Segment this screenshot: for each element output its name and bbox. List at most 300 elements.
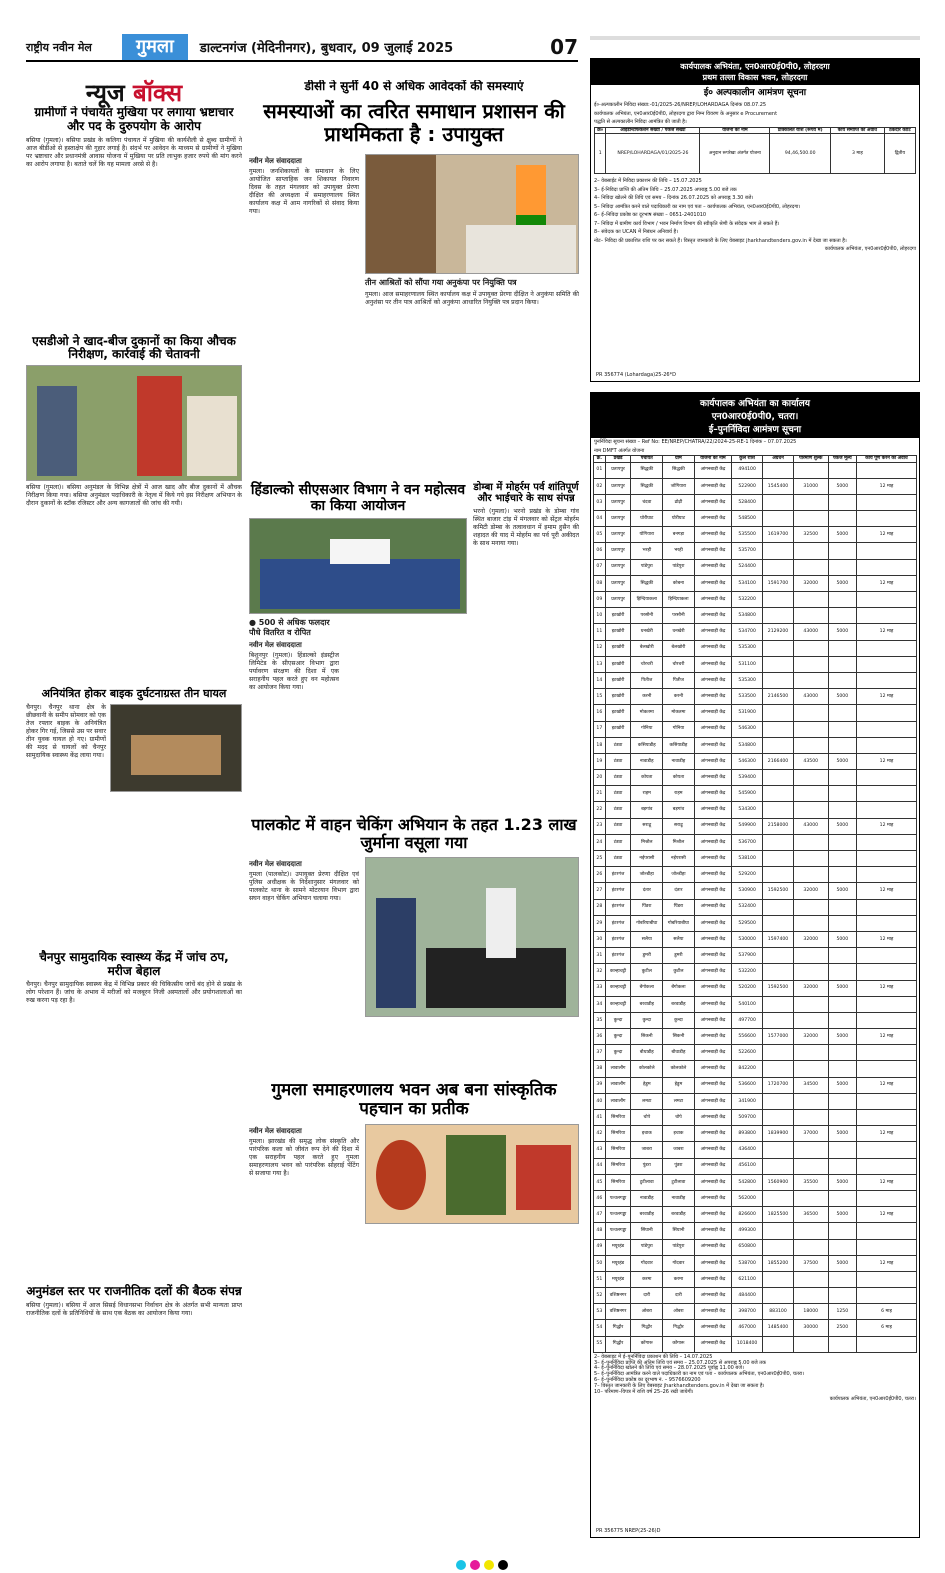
- table-cell: 12 माह: [857, 931, 917, 947]
- table-row: [594, 624, 917, 640]
- table-cell: जोल्डीहा: [663, 867, 695, 883]
- table-cell: आंगनबाड़ी केंद्र: [694, 737, 731, 753]
- table-cell: टुटीलावा: [631, 1174, 663, 1190]
- table-cell: 5000: [828, 931, 857, 947]
- table-cell: [763, 656, 794, 672]
- table-cell: धनखेरी: [663, 624, 695, 640]
- table-cell: [828, 1190, 857, 1206]
- table-cell: बेंगोकला: [631, 980, 663, 996]
- table-cell: अनुदान रूपरेखा अंतर्गत योजना: [700, 134, 770, 174]
- table-cell: 1839900: [763, 1126, 794, 1142]
- table-row: [594, 1093, 917, 1109]
- table-cell: 1545400: [763, 478, 794, 494]
- table-cell: बड़गांव: [631, 802, 663, 818]
- table-row: [594, 640, 917, 656]
- photo: [110, 704, 242, 792]
- table-cell: 398700: [732, 1304, 763, 1320]
- table-cell: कोलकोले: [631, 1061, 663, 1077]
- table-cell: आंगनबाड़ी केंद्र: [694, 1223, 731, 1239]
- table-cell: 2500: [828, 1320, 857, 1336]
- table-cell: 12 माह: [857, 1207, 917, 1223]
- tender-note: 2– वेबसाईट में निविदा प्रकाशन की तिथि – 15.07.2025: [594, 178, 702, 185]
- table-cell: मिश्रौल: [663, 834, 695, 850]
- table-cell: 38: [594, 1061, 606, 1077]
- table-cell: 5000: [828, 527, 857, 543]
- table-header: कुल राशि: [732, 456, 763, 463]
- table-row: [594, 996, 917, 1012]
- table-row: [594, 899, 917, 915]
- table-cell: आंगनबाड़ी केंद्र: [694, 592, 731, 608]
- table-cell: प्रतापपुर: [605, 462, 631, 478]
- table-cell: 534300: [732, 802, 763, 818]
- table-cell: प्रतापपुर: [605, 478, 631, 494]
- tender-footnote: नोट– निविदा की प्रकाशित राशि पर कर सकते हैं। विस्तृत जानकारी के लिए वेबसाइट jharkhandtenders.gov.in में देखा जा सकता है।: [594, 237, 847, 244]
- headline: ग्रामीणों ने पंचायत मुखिया पर लगाया भ्रष्टाचार और पद के दुरुपयोग के आरोप: [34, 106, 234, 133]
- table-cell: [828, 559, 857, 575]
- tender-title: ई० अल्पकालीन आमंत्रण सूचना: [703, 88, 807, 98]
- table-cell: आंगनबाड़ी केंद्र: [694, 1110, 731, 1126]
- table-cell: 43000: [793, 624, 828, 640]
- table-cell: सिमरिया: [605, 1142, 631, 1158]
- table-cell: [793, 705, 828, 721]
- table-cell: आंगनबाड़ी केंद्र: [694, 1012, 731, 1028]
- table-cell: [828, 1223, 857, 1239]
- table-cell: [857, 494, 917, 510]
- table-cell: परसौनी: [631, 608, 663, 624]
- table-row: [594, 1239, 917, 1255]
- table-header: आईडेन्टिफिकेशन संख्या / पैकेज संख्या: [606, 127, 700, 134]
- table-cell: घोरीघाट: [663, 511, 695, 527]
- table-cell: सिमरिया: [605, 1110, 631, 1126]
- table-cell: आंगनबाड़ी केंद्र: [694, 1093, 731, 1109]
- table-cell: कुन्दा: [605, 1012, 631, 1028]
- paper-name: राष्ट्रीय नवीन मेल: [26, 40, 92, 54]
- table-cell: कसियाडीह: [663, 737, 695, 753]
- tender-table: [593, 455, 917, 1353]
- table-cell: [763, 1045, 794, 1061]
- table-row: [594, 980, 917, 996]
- table-row: [594, 608, 917, 624]
- table-cell: गिद्धौर: [605, 1336, 631, 1352]
- table-row: [594, 1126, 917, 1142]
- table-cell: आंगनबाड़ी केंद्र: [694, 1255, 731, 1271]
- table-cell: [828, 1288, 857, 1304]
- table-cell: टंडवा: [605, 818, 631, 834]
- table-cell: राहम: [631, 786, 663, 802]
- table-cell: 04: [594, 511, 606, 527]
- table-row: [594, 559, 917, 575]
- table-cell: 18000: [793, 1304, 828, 1320]
- table-cell: पिंडरा: [631, 899, 663, 915]
- table-cell: 32000: [793, 980, 828, 996]
- table-cell: आंगनबाड़ी केंद्र: [694, 608, 731, 624]
- photo-caption: ● 500 से अधिक फलदार पौधे वितरित व रोपित: [249, 617, 330, 637]
- table-cell: करनी: [663, 689, 695, 705]
- table-cell: [857, 851, 917, 867]
- table-cell: [793, 1190, 828, 1206]
- table-header: क्र.: [594, 456, 606, 463]
- table-cell: [763, 802, 794, 818]
- story-body: बसिया (गुमला)। बसिया प्रखंड के कलिगा पंचायत में मुखिया की कार्यशैली से क्षुब्ध ग्रामीणों ने आज बीडीओ से हस्ताक्षेप की गुहार लगाई है। संदर्भ पर आवेदन के माध्यम से ग्रामीणों ने मुखिया पर भ्रष्टाचार और प्रधानमंत्री आवास योजना में मुखिया पर प्रति लाभुक हजार रुपये की मांग करने का आरोप लगाया है। बताते चलें कि यह मामला अरसे से है।: [26, 136, 242, 168]
- tender-note: 8– संवेदक का UCAN में निबंधन अनिवार्य है।: [594, 229, 679, 236]
- table-cell: [793, 672, 828, 688]
- table-cell: [763, 834, 794, 850]
- table-cell: 548500: [732, 511, 763, 527]
- table-cell: [828, 656, 857, 672]
- table-cell: 530000: [732, 931, 763, 947]
- table-cell: [793, 1045, 828, 1061]
- table-cell: [857, 1093, 917, 1109]
- table-cell: सिंघानी: [631, 1223, 663, 1239]
- table-row: [594, 964, 917, 980]
- table-cell: दंतार: [663, 883, 695, 899]
- story-body: [365, 1227, 579, 1327]
- table-row: [594, 1304, 917, 1320]
- table-header: योजना का नाम: [700, 127, 770, 134]
- table-cell: 32000: [793, 1029, 828, 1045]
- tender-note: 3– ई–पुनर्निविदा प्राप्ति की अंतिम तिथि एवं समय – 25.07.2025 से अपराह्न 5.00 बजे तक: [594, 1359, 766, 1366]
- table-cell: हंटरगंज: [605, 931, 631, 947]
- table-row: [594, 931, 917, 947]
- table-cell: सिकनी: [631, 1029, 663, 1045]
- table-cell: [763, 559, 794, 575]
- table-cell: [793, 1158, 828, 1174]
- table-cell: 12 माह: [857, 753, 917, 769]
- table-cell: करमा: [663, 1271, 695, 1287]
- headline: डोम्बा में मोहर्रम पर्व शांतिपूर्ण और भाईचारे के साथ संपन्न: [473, 481, 579, 505]
- table-cell: कुन्दा: [605, 1045, 631, 1061]
- table-cell: इटखोरी: [605, 656, 631, 672]
- table-cell: सलैया: [663, 931, 695, 947]
- table-cell: चंदवा: [631, 494, 663, 510]
- table-cell: करमा: [631, 1271, 663, 1287]
- table-row: [594, 592, 917, 608]
- table-row: [594, 753, 917, 769]
- table-cell: टुटीलावा: [663, 1174, 695, 1190]
- table-row: [594, 462, 917, 478]
- tender-notice-chatra: [590, 392, 920, 1538]
- table-cell: 43000: [793, 689, 828, 705]
- table-cell: नावाडीह: [631, 1190, 663, 1206]
- table-cell: टंडवा: [605, 737, 631, 753]
- table-cell: मोकतमा: [663, 705, 695, 721]
- page-number: 07: [550, 35, 578, 59]
- table-cell: चोरचरी: [631, 656, 663, 672]
- table-cell: 08: [594, 575, 606, 591]
- table-cell: [763, 786, 794, 802]
- table-cell: 1592500: [763, 980, 794, 996]
- table-cell: 5000: [828, 1126, 857, 1142]
- table-cell: 12 माह: [857, 818, 917, 834]
- table-cell: लावालौंग: [605, 1061, 631, 1077]
- table-cell: 12 माह: [857, 689, 917, 705]
- table-cell: [763, 948, 794, 964]
- table-cell: 535700: [732, 543, 763, 559]
- table-cell: 30000: [793, 1320, 828, 1336]
- table-cell: सिद्धकी: [631, 575, 663, 591]
- table-cell: [828, 705, 857, 721]
- table-cell: [763, 608, 794, 624]
- tender-intro: कार्यपालक अभियंता, एन0आर0ई0पी0, लोहरदगा द्वारा निम्न विवरण के अनुसार e Procurement: [594, 110, 778, 117]
- table-cell: [828, 802, 857, 818]
- table-cell: [857, 705, 917, 721]
- table-cell: 650800: [732, 1239, 763, 1255]
- table-cell: पत्थलगड्डा: [605, 1223, 631, 1239]
- table-cell: 32: [594, 964, 606, 980]
- table-cell: [857, 786, 917, 802]
- table-cell: 02: [594, 478, 606, 494]
- table-cell: ओबरा: [631, 1304, 663, 1320]
- table-cell: आंगनबाड़ी केंद्र: [694, 818, 731, 834]
- section-title: गुमला: [122, 34, 188, 60]
- table-cell: [857, 915, 917, 931]
- table-cell: आंगनबाड़ी केंद्र: [694, 478, 731, 494]
- dateline: डाल्टनगंज (मेदिनीनगर), बुधवार, 09 जुलाई 2025: [199, 41, 454, 56]
- table-cell: कोंगारू: [663, 1336, 695, 1352]
- table-cell: [793, 1012, 828, 1028]
- table-cell: 12 माह: [857, 1255, 917, 1271]
- table-cell: मयूरहंड: [605, 1271, 631, 1287]
- table-cell: नावाडीह: [663, 1190, 695, 1206]
- table-cell: [828, 1093, 857, 1109]
- table-cell: [857, 1012, 917, 1028]
- tender-note: 6– ई–पुनर्निविदा प्रकोष्ठ का दूरभाष नं. – 9576609200: [594, 1377, 701, 1383]
- table-cell: 531900: [732, 705, 763, 721]
- table-cell: आंगनबाड़ी केंद्र: [694, 883, 731, 899]
- table-cell: [793, 1142, 828, 1158]
- table-cell: बरवाडीह: [663, 996, 695, 1012]
- pr-number: PR 356775 NREP(25-26)D: [596, 1527, 661, 1534]
- table-cell: मोकतमा: [631, 705, 663, 721]
- table-cell: [793, 786, 828, 802]
- table-cell: [828, 851, 857, 867]
- table-cell: [793, 1223, 828, 1239]
- table-cell: 540100: [732, 996, 763, 1012]
- table-row: [594, 656, 917, 672]
- story-body: गुमला। आज समाहरणालय स्थित कार्यालय कक्ष में उपायुक्त प्रेरणा दीक्षित ने अनुकंपा समिति की अनुशंसा पर तीन पात्र आश्रितों को अनुकंपा आधारित नियुक्ति पत्र प्रदान किया।: [365, 290, 579, 306]
- table-row: [594, 1174, 917, 1190]
- table-cell: हंटरगंज: [605, 899, 631, 915]
- table-cell: आंगनबाड़ी केंद्र: [694, 851, 731, 867]
- table-cell: [857, 1223, 917, 1239]
- story-body: बसिया (गुमला)। बसिया में आज सिसई विधानसभा निर्वाचन क्षेत्र के अंतर्गत सभी मान्यता प्राप्त राजनीतिक दलों के प्रतिनिधियों के साथ एक बैठक का आयोजन किया गया।: [26, 1302, 242, 1318]
- table-cell: 47: [594, 1207, 606, 1223]
- table-cell: आंगनबाड़ी केंद्र: [694, 1304, 731, 1320]
- table-header: प्राक्कलित राशि (रूपये में): [770, 127, 831, 134]
- table-cell: बेलखोरी: [631, 640, 663, 656]
- table-cell: आंगनबाड़ी केंद्र: [694, 1077, 731, 1093]
- tender-signature: कार्यपालक अभियंता, एन0आर0ई0पी0, लोहरदगा: [824, 246, 916, 253]
- table-cell: हिन्दियाकला: [663, 592, 695, 608]
- table-cell: टंडवा: [605, 786, 631, 802]
- table-cell: [763, 640, 794, 656]
- tender-note: 3– ई-निविदा प्राप्ति की अंतिम तिथि – 25.07.2025 अपराह्न 5.00 बजे तक: [594, 186, 737, 193]
- story-body: [26, 802, 242, 947]
- table-cell: 535300: [732, 640, 763, 656]
- table-cell: आंगनबाड़ी केंद्र: [694, 915, 731, 931]
- table-row: [594, 883, 917, 899]
- table-cell: 538100: [732, 851, 763, 867]
- photo: [365, 1124, 579, 1224]
- table-cell: [763, 1336, 794, 1352]
- table-cell: [857, 462, 917, 478]
- table-cell: राहम: [663, 786, 695, 802]
- photo: [365, 154, 579, 274]
- table-cell: 494100: [732, 462, 763, 478]
- table-cell: [857, 1190, 917, 1206]
- table-cell: 546300: [732, 753, 763, 769]
- tender-note: 10– परिमाण–विपत्र में राशि वर्ष 25–26 रखी जायेगी।: [594, 1388, 694, 1395]
- table-cell: [763, 1110, 794, 1126]
- table-header: ठेकेदार कोटि: [884, 127, 915, 134]
- table-cell: बरवाडीह: [631, 1207, 663, 1223]
- table-cell: द्वितीय: [884, 134, 915, 174]
- table-cell: 12 माह: [857, 1174, 917, 1190]
- table-cell: [763, 672, 794, 688]
- table-cell: 2166400: [763, 753, 794, 769]
- table-cell: 49: [594, 1239, 606, 1255]
- table-cell: कोबना: [663, 575, 695, 591]
- table-cell: 842200: [732, 1061, 763, 1077]
- table-cell: कान्हाचट्टी: [605, 980, 631, 996]
- table-cell: 893800: [732, 1126, 763, 1142]
- table-row: [594, 786, 917, 802]
- table-cell: वशिष्ठनगर: [605, 1288, 631, 1304]
- table-cell: आंगनबाड़ी केंद्र: [694, 462, 731, 478]
- table-cell: 12 माह: [857, 1077, 917, 1093]
- table-cell: [828, 640, 857, 656]
- table-cell: हेडुम: [663, 1077, 695, 1093]
- table-cell: कुन्दा: [631, 1012, 663, 1028]
- table-row: [594, 1320, 917, 1336]
- table-cell: 534800: [732, 737, 763, 753]
- pr-number: PR 356774 (Lohardaga)25-26*D: [596, 371, 676, 378]
- table-cell: गोंदवार: [663, 1255, 695, 1271]
- table-cell: डुमरी: [631, 948, 663, 964]
- table-cell: 31: [594, 948, 606, 964]
- table-cell: नावाडीह: [663, 753, 695, 769]
- story-body: [343, 618, 467, 808]
- table-cell: 46: [594, 1190, 606, 1206]
- table-row: [594, 948, 917, 964]
- table-cell: दारी: [631, 1288, 663, 1304]
- table-cell: 556600: [732, 1029, 763, 1045]
- table-cell: सिद्धकी: [631, 478, 663, 494]
- table-row: [594, 494, 917, 510]
- table-cell: हंटरगंज: [605, 867, 631, 883]
- table-cell: पांडेपुरा: [631, 1239, 663, 1255]
- story-body: गुमला। जनशिकायतों के समाधान के लिए आयोजित साप्ताहिक जन शिकायत निवारण दिवस के तहत मंगलवार को उपायुक्त प्रेरणा दीक्षित की अध्यक्षता में समाहरणालय स्थित कार्यालय कक्ष में आम नागरिकों से संवाद किया गया।: [249, 167, 359, 215]
- table-cell: गिद्धौर: [663, 1320, 695, 1336]
- table-cell: [828, 1158, 857, 1174]
- table-cell: 01: [594, 462, 606, 478]
- table-cell: [793, 867, 828, 883]
- table-row: [594, 705, 917, 721]
- table-cell: आंगनबाड़ी केंद्र: [694, 511, 731, 527]
- table-cell: [828, 1336, 857, 1352]
- photo: [26, 365, 242, 481]
- table-cell: टंडवा: [605, 753, 631, 769]
- table-cell: [857, 899, 917, 915]
- table-cell: आंगनबाड़ी केंद्र: [694, 1271, 731, 1287]
- table-cell: प्रतापपुर: [605, 494, 631, 510]
- headline: हिंडाल्को सीएसआर विभाग ने वन महोत्सव का किया आयोजन: [250, 481, 466, 514]
- table-cell: 34: [594, 996, 606, 1012]
- table-cell: लमटा: [631, 1093, 663, 1109]
- table-header: अग्रधन: [763, 456, 794, 463]
- table-cell: 12: [594, 640, 606, 656]
- table-cell: 30: [594, 931, 606, 947]
- table-cell: आंगनबाड़ी केंद्र: [694, 1207, 731, 1223]
- table-cell: [828, 1142, 857, 1158]
- table-cell: 534700: [732, 624, 763, 640]
- table-cell: कान्हाचट्टी: [605, 996, 631, 1012]
- table-cell: 1619700: [763, 527, 794, 543]
- table-cell: 2146500: [763, 689, 794, 705]
- table-cell: 33: [594, 980, 606, 996]
- table-cell: 530900: [732, 883, 763, 899]
- table-cell: हंटरगंज: [605, 948, 631, 964]
- table-cell: [857, 1288, 917, 1304]
- table-cell: 03: [594, 494, 606, 510]
- table-cell: [763, 543, 794, 559]
- table-cell: [828, 915, 857, 931]
- table-cell: 41: [594, 1110, 606, 1126]
- table-cell: आंगनबाड़ी केंद्र: [694, 1336, 731, 1352]
- table-cell: [763, 592, 794, 608]
- table-row: [594, 1271, 917, 1287]
- table-cell: पितीज: [663, 672, 695, 688]
- table-cell: [828, 494, 857, 510]
- table-cell: [857, 592, 917, 608]
- table-cell: [793, 1271, 828, 1287]
- table-cell: 5000: [828, 1174, 857, 1190]
- table-cell: [857, 511, 917, 527]
- table-cell: 44: [594, 1158, 606, 1174]
- table-cell: 55: [594, 1336, 606, 1352]
- story-body: बसिया (गुमला)। बसिया अनुमंडल के विभिन्न क्षेत्रों में आज खाद और बीज दुकानों में औचक निरीक्षण किया गया। बसिया अनुमंडल पदाधिकारी के नेतृत्व में किये गये इस निरीक्षण अभियान के दौरान दुकानों के स्टॉक रजिस्टर और अन्य कागजातों की जांच की गयी।: [26, 484, 242, 508]
- table-cell: 5000: [828, 575, 857, 591]
- table-cell: 6 माह: [857, 1320, 917, 1336]
- table-cell: 341900: [732, 1093, 763, 1109]
- table-cell: 18: [594, 737, 606, 753]
- table-cell: 535500: [732, 527, 763, 543]
- table-cell: आंगनबाड़ी केंद्र: [694, 753, 731, 769]
- table-cell: आंगनबाड़ी केंद्र: [694, 948, 731, 964]
- table-cell: इचाक: [663, 1126, 695, 1142]
- table-row: [594, 1110, 917, 1126]
- table-cell: प्रतापपुर: [605, 575, 631, 591]
- table-cell: 5000: [828, 689, 857, 705]
- table-cell: आंगनबाड़ी केंद्र: [694, 689, 731, 705]
- table-cell: [828, 462, 857, 478]
- table-cell: 12 माह: [857, 883, 917, 899]
- table-cell: आंगनबाड़ी केंद्र: [694, 834, 731, 850]
- table-cell: 16: [594, 705, 606, 721]
- table-row: [594, 1158, 917, 1174]
- tender-note: 6– ई–निविदा प्रकोष्ठ का दूरभाष संख्या – 0651-2401010: [594, 212, 707, 219]
- table-cell: आंगनबाड़ी केंद्र: [694, 1174, 731, 1190]
- table-cell: आंगनबाड़ी केंद्र: [694, 867, 731, 883]
- table-cell: [763, 1288, 794, 1304]
- table-cell: 14: [594, 672, 606, 688]
- tender-office: कार्यपालक अभियंता का कार्यालय एन0आर0ई0पी0, चतरा। ई–पुनर्निविदा आमंत्रण सूचना: [591, 393, 919, 438]
- table-cell: सिमरिया: [605, 1158, 631, 1174]
- table-cell: दंतार: [631, 883, 663, 899]
- table-cell: 6 माह: [857, 1304, 917, 1320]
- table-cell: आंगनबाड़ी केंद्र: [694, 705, 731, 721]
- table-cell: [763, 1239, 794, 1255]
